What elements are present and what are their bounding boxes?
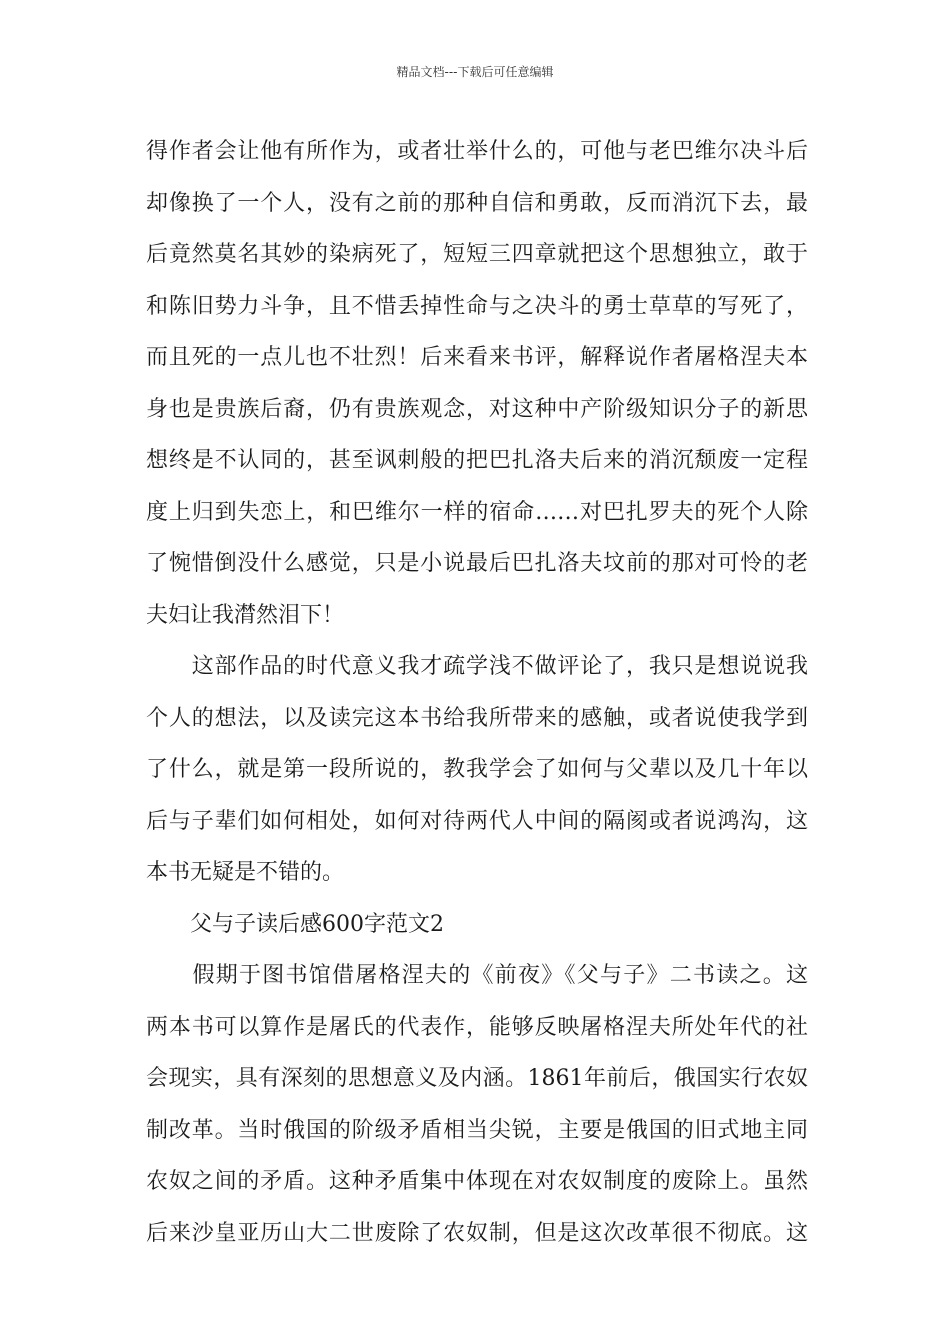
text-line: 身也是贵族后裔，仍有贵族观念，对这种中产阶级知识分子的新思: [146, 396, 808, 422]
text-line: 会现实，具有深刻的思想意义及内涵。1861年前后，俄国实行农奴: [146, 1066, 808, 1091]
text-line: 却像换了一个人，没有之前的那种自信和勇敢，反而消沉下去，最: [146, 190, 808, 216]
text-line: 这部作品的时代意义我才疏学浅不做评论了，我只是想说说我: [146, 654, 808, 679]
text-line: 父与子读后感600字范文2: [146, 911, 444, 937]
text-line: 了什么，就是第一段所说的，教我学会了如何与父辈以及几十年以: [146, 757, 808, 782]
text-line: 假期于图书馆借屠格涅夫的《前夜》《父与子》二书读之。这: [146, 963, 808, 988]
text-line: 得作者会让他有所作为，或者壮举什么的，可他与老巴维尔决斗后: [146, 139, 808, 164]
text-line: 本书无疑是不错的。: [146, 860, 345, 885]
body-text: [146, 126, 808, 1259]
text-line: 和陈旧势力斗争，且不惜丢掉性命与之决斗的勇士草草的写死了，: [146, 293, 808, 319]
text-line: 两本书可以算作是屠氏的代表作，能够反映屠格涅夫所处年代的社: [146, 1014, 808, 1040]
text-line: 个人的想法，以及读完这本书给我所带来的感触，或者说使我学到: [146, 705, 808, 731]
page-header: 精品文档---下载后可任意编辑: [396, 65, 554, 79]
text-line: 制改革。当时俄国的阶级矛盾相当尖锐，主要是俄国的旧式地主同: [146, 1117, 808, 1143]
text-line: 后来沙皇亚历山大二世废除了农奴制，但是这次改革很不彻底。这: [146, 1220, 808, 1246]
text-line: 想终是不认同的，甚至讽刺般的把巴扎洛夫后来的消沉颓废一定程: [146, 448, 808, 473]
text-line: 后与子辈们如何相处，如何对待两代人中间的隔阂或者说鸿沟，这: [146, 808, 808, 834]
text-line: 后竟然莫名其妙的染病死了，短短三四章就把这个思想独立，敢于: [146, 242, 808, 267]
text-line: 夫妇让我潸然泪下！: [146, 602, 345, 628]
text-line: 度上归到失恋上，和巴维尔一样的宿命……对巴扎罗夫的死个人除: [146, 499, 808, 525]
text-line: 而且死的一点儿也不壮烈！后来看来书评，解释说作者屠格涅夫本: [146, 345, 808, 370]
text-line: 了惋惜倒没什么感觉，只是小说最后巴扎洛夫坟前的那对可怜的老: [146, 551, 808, 576]
text-line: 农奴之间的矛盾。这种矛盾集中体现在对农奴制度的废除上。虽然: [146, 1169, 808, 1194]
